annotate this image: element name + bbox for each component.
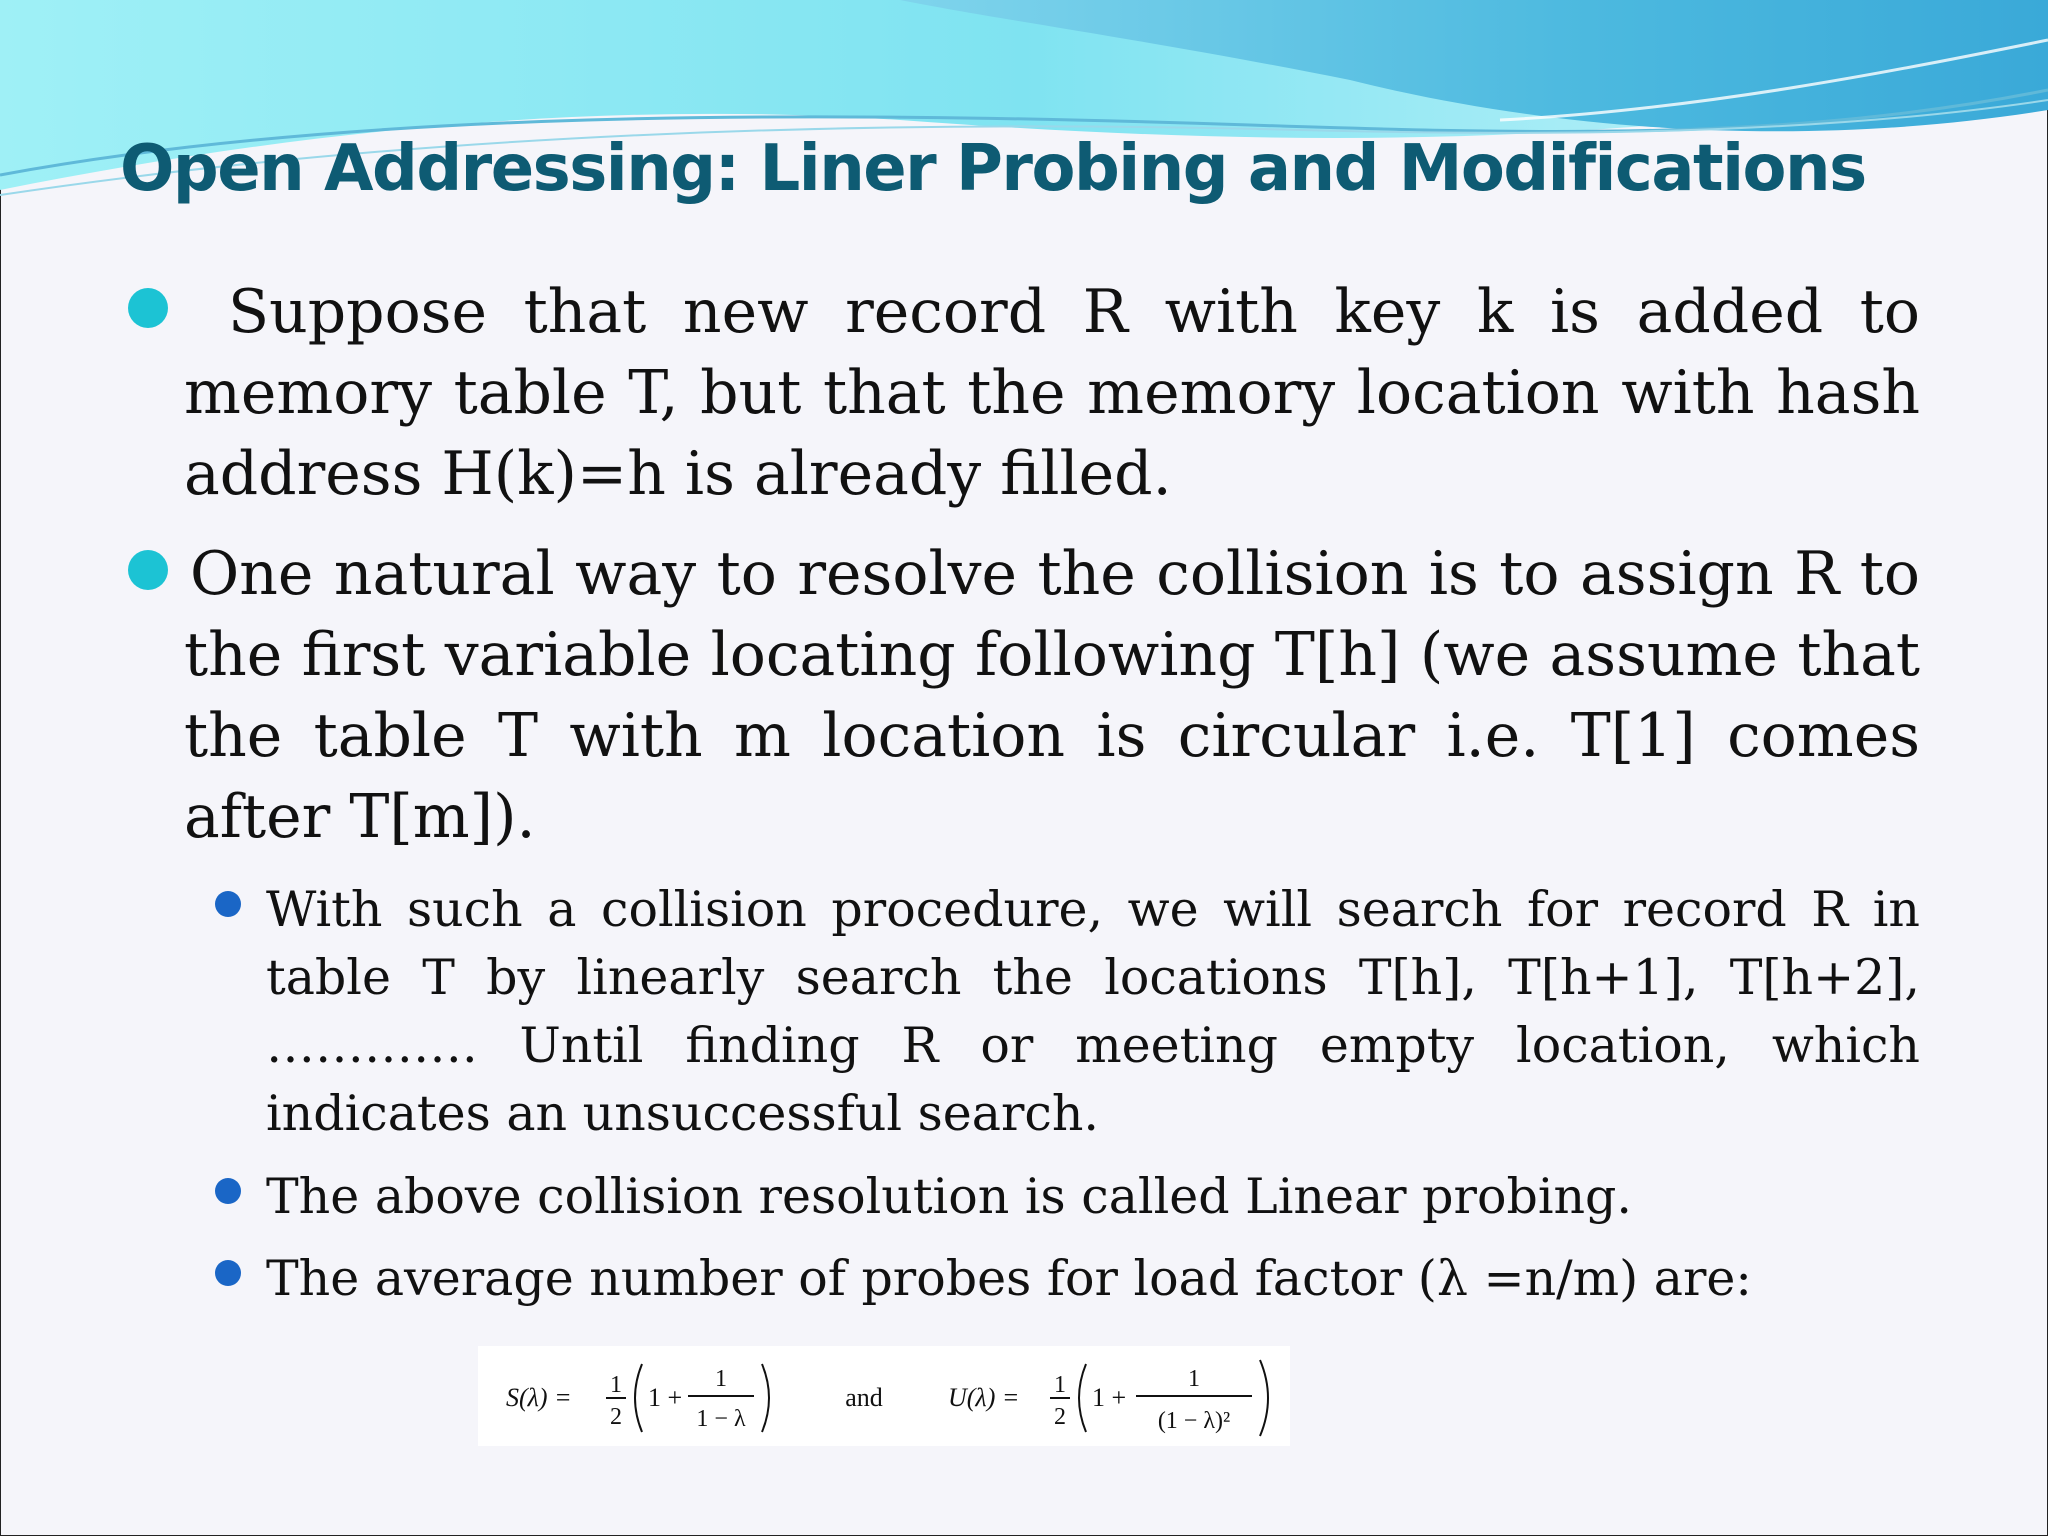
bullet-point-icon (128, 288, 168, 328)
fraction-numerator: 1 (715, 1366, 727, 1392)
fraction-numerator: 1 (1188, 1366, 1200, 1392)
sub-bullet-text: The average number of probes for load factor (λ =n/m) are: (266, 1250, 1752, 1307)
half-denominator: 2 (1054, 1404, 1066, 1430)
sub-bullet-point-icon (215, 1260, 241, 1286)
bullet-text: Suppose that new record R with key k is added to memory table T, but that the memory location with hash address H(k)=h is already filled. (184, 277, 1920, 509)
s-lambda-lhs: S(λ) = (506, 1383, 572, 1412)
u-lambda-lhs: U(λ) = (948, 1383, 1020, 1412)
u-fraction-denominator: (1 − λ)² (1157, 1408, 1231, 1434)
sub-bullet-point-icon (215, 1178, 241, 1204)
bullet-point-icon (128, 550, 168, 590)
sub-bullet-text: With such a collision procedure, we will search for record R in table T by linearly search the locations T[h], T[h+1], T[h+2], …………. Until finding R or meeting empty location, which indicates an unsuccessful search. (266, 881, 1920, 1142)
sub-bullet-point-icon (215, 891, 241, 917)
probe-formula-image (478, 1346, 1290, 1446)
half-numerator: 1 (610, 1372, 622, 1398)
bullet-text: One natural way to resolve the collision is to assign R to the first variable locating following T[h] (we assume that the table T with m location is circular i.e. T[1] comes after T[m]). (184, 539, 1920, 852)
half-numerator: 1 (1054, 1372, 1066, 1398)
slide-title: Open Addressing: Liner Probing and Modifications (120, 132, 1866, 206)
one-plus: 1 + (1092, 1383, 1127, 1412)
sub-bullet-text: The above collision resolution is called Linear probing. (266, 1168, 1632, 1225)
s-fraction-denominator: 1 − λ (696, 1406, 746, 1432)
formula-connector: and (845, 1383, 883, 1412)
one-plus: 1 + (648, 1383, 683, 1412)
half-denominator: 2 (610, 1404, 622, 1430)
